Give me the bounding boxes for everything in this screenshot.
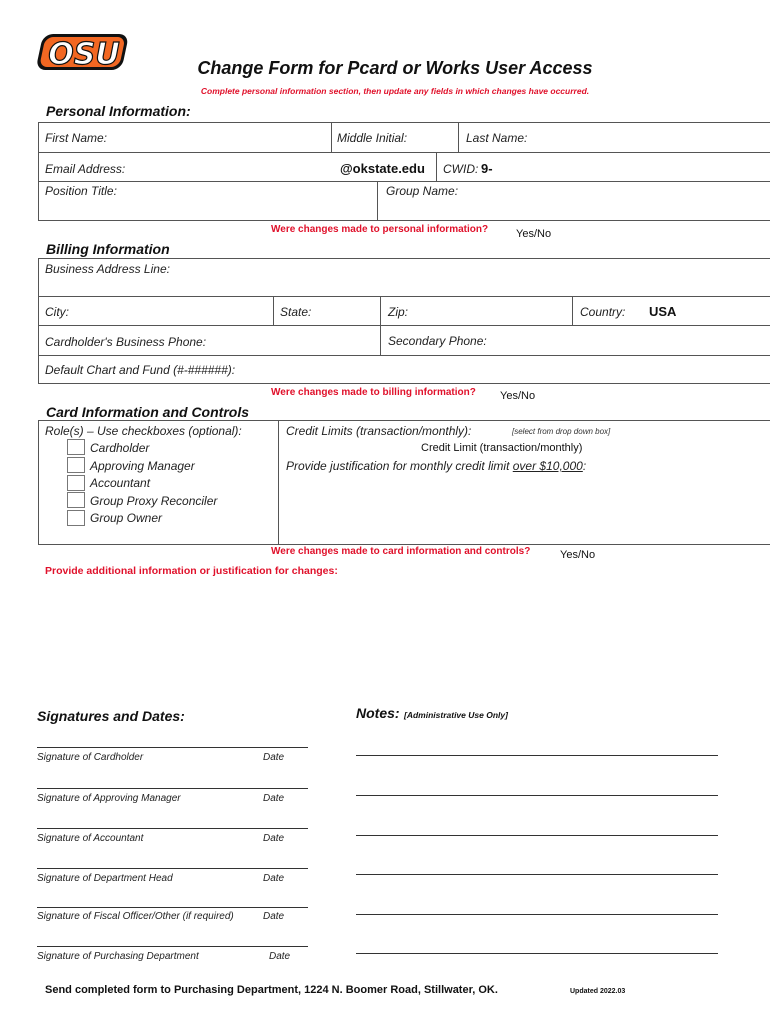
role-label-approving-manager: Approving Manager [90,459,195,473]
middle-initial-field[interactable]: Middle Initial: [337,131,408,145]
justification-label: Provide justification for monthly credit limit over $10,000: [286,459,587,473]
roles-label: Role(s) – Use checkboxes (optional): [45,424,242,438]
personal-changes-question: Were changes made to personal information? [271,224,489,235]
country-field[interactable]: Country: [580,305,626,319]
card-changes-question: Were changes made to card information and controls? [271,546,531,557]
notes-line-6[interactable] [356,953,718,954]
notes-line-4[interactable] [356,874,718,875]
billing-heading: Billing Information [46,241,170,257]
email-field[interactable]: Email Address: [45,162,126,176]
group-name-field[interactable]: Group Name: [386,184,459,198]
footer-send-instructions: Send completed form to Purchasing Department, 1224 N. Boomer Road, Stillwater, OK. [45,984,498,996]
role-label-accountant: Accountant [90,476,151,490]
city-field[interactable]: City: [45,305,69,319]
state-field[interactable]: State: [280,305,312,319]
billing-changes-answer[interactable]: Yes/No [500,390,536,402]
role-checkbox-accountant[interactable] [67,475,85,491]
cardholder-signature-label: Signature of Cardholder [37,752,144,763]
last-name-field[interactable]: Last Name: [466,131,528,145]
business-address-field[interactable]: Business Address Line: [45,262,170,276]
role-label-cardholder: Cardholder [90,441,150,455]
accountant-signature-line[interactable] [37,828,308,829]
secondary-phone-field[interactable]: Secondary Phone: [388,334,487,348]
role-checkbox-cardholder[interactable] [67,439,85,455]
department-head-signature-line[interactable] [37,868,308,869]
page-subtitle: Complete personal information section, then update any fields in which changes have occurred. [200,86,590,96]
role-label-group-owner: Group Owner [90,511,163,525]
personal-heading: Personal Information: [46,103,191,119]
notes-line-2[interactable] [356,795,718,796]
additional-info-label: Provide additional information or justification for changes: [45,565,338,577]
role-checkbox-group-proxy-reconciler[interactable] [67,492,85,508]
cardholder-signature-line[interactable] [37,747,308,748]
footer-updated: Updated 2022.03 [570,988,626,995]
billing-changes-question: Were changes made to billing information? [271,387,476,398]
dropdown-hint: [select from drop down box] [512,427,611,436]
signatures-heading: Signatures and Dates: [37,708,185,724]
cardholder-date-label: Date [263,752,285,763]
credit-limits-label: Credit Limits (transaction/monthly): [286,424,472,438]
fiscal-officer-date-label: Date [263,911,285,922]
credit-limit-select[interactable]: Credit Limit (transaction/monthly) [421,442,583,454]
page-title: Change Form for Pcard or Works User Access [197,58,593,78]
position-title-field[interactable]: Position Title: [45,184,117,198]
accountant-date-label: Date [263,833,285,844]
notes-admin-tag: [Administrative Use Only] [404,710,508,720]
role-checkbox-approving-manager[interactable] [67,457,85,473]
card-changes-answer[interactable]: Yes/No [560,549,596,561]
purchasing-date-label: Date [269,951,291,962]
purchasing-signature-label: Signature of Purchasing Department [37,951,199,962]
card-heading: Card Information and Controls [46,404,249,420]
country-value: USA [649,304,677,319]
business-phone-field[interactable]: Cardholder's Business Phone: [45,335,207,349]
notes-heading: Notes: [Administrative Use Only] [356,705,508,721]
svg-text:OSU: OSU [48,37,120,72]
purchasing-signature-line[interactable] [37,946,308,947]
approving-manager-date-label: Date [263,793,285,804]
cwid-prefix: 9- [481,161,493,176]
fiscal-officer-signature-line[interactable] [37,907,308,908]
role-checkbox-group-owner[interactable] [67,510,85,526]
department-head-date-label: Date [263,873,285,884]
chart-fund-field[interactable]: Default Chart and Fund (#-######): [45,363,236,377]
notes-line-3[interactable] [356,835,718,836]
zip-field[interactable]: Zip: [388,305,409,319]
accountant-signature-label: Signature of Accountant [37,833,144,844]
justification-amount: over $10,000 [512,459,583,473]
approving-manager-signature-label: Signature of Approving Manager [37,793,181,804]
approving-manager-signature-line[interactable] [37,788,308,789]
role-label-group-proxy-reconciler: Group Proxy Reconciler [90,494,218,508]
notes-line-1[interactable] [356,755,718,756]
first-name-field[interactable]: First Name: [45,131,108,145]
department-head-signature-label: Signature of Department Head [37,873,173,884]
fiscal-officer-signature-label: Signature of Fiscal Officer/Other (if required) [37,911,234,922]
cwid-field[interactable]: CWID: [443,162,479,176]
notes-line-5[interactable] [356,914,718,915]
email-domain: @okstate.edu [340,161,425,176]
personal-changes-answer[interactable]: Yes/No [516,228,552,240]
